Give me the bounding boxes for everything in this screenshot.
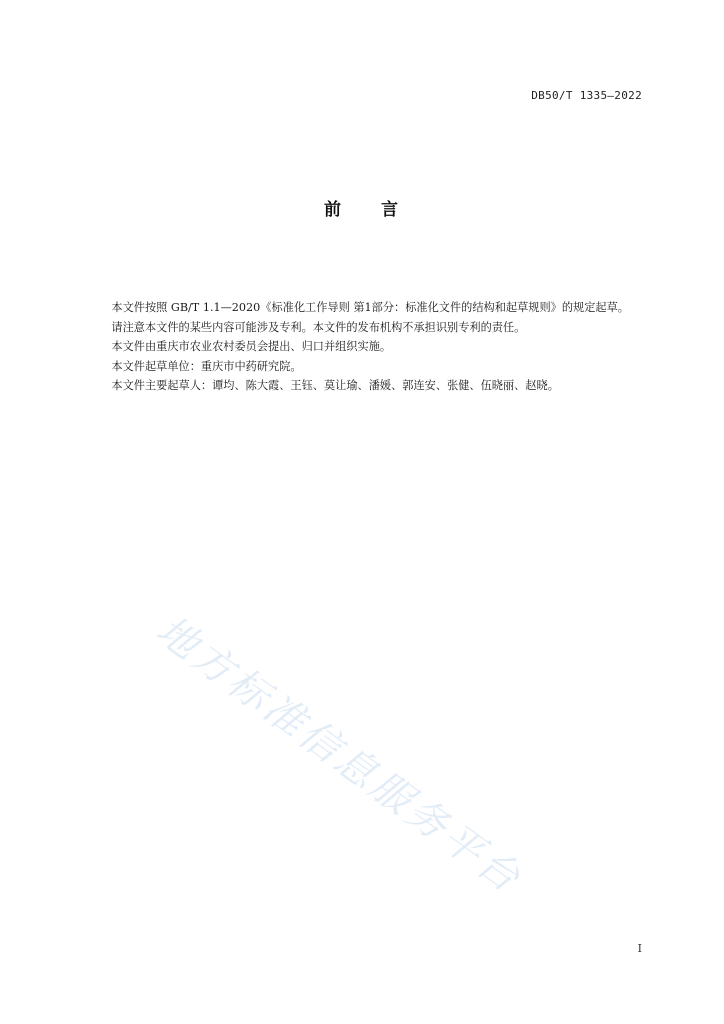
page-number: I [637,942,642,955]
foreword-body [89,298,661,396]
page-title-char-1: 前 [324,200,343,220]
watermark: 地方标准信息服务平台 [147,607,531,904]
paragraph-drafting-rules: 本文件按照 GB/T 1.1—2020《标准化工作导则 第1部分：标准化文件的结构和起草规则》的规定起草。 [111,301,629,314]
paragraph-drafters: 本文件主要起草人：谭均、陈大霞、王钰、莫让瑜、潘媛、郭连安、张健、伍晓丽、赵晓。 [111,379,559,392]
page-title-char-2: 言 [381,200,400,220]
document-code: DB50/T 1335—2022 [531,89,642,102]
paragraph-drafting-unit: 本文件起草单位：重庆市中药研究院。 [111,359,302,373]
page-title [0,195,724,220]
paragraph-proposer: 本文件由重庆市农业农村委员会提出、归口并组织实施。 [111,340,392,353]
paragraph-patent-notice: 请注意本文件的某些内容可能涉及专利。本文件的发布机构不承担识别专利的责任。 [111,320,526,334]
